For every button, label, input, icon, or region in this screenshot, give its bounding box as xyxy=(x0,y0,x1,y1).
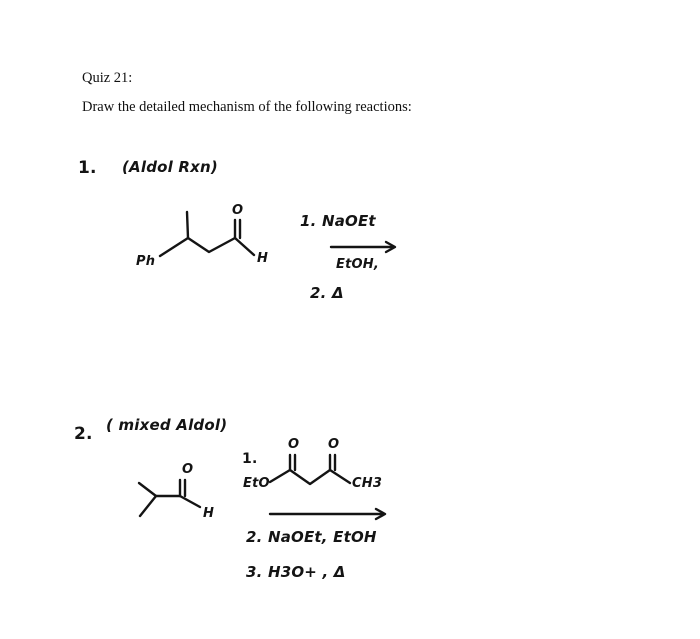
problem-2-ch3-label: CH3 xyxy=(352,476,383,491)
problem-2-aldehyde-bond xyxy=(180,496,200,507)
problem-2-ester-oxygen-label: O xyxy=(288,437,300,452)
problem-2-oxygen-label: O xyxy=(182,462,194,477)
problem-2-eto-label: EtO xyxy=(243,476,270,491)
problem-1-oxygen-label: O xyxy=(232,203,244,218)
problem-2-methyl-bond-a xyxy=(139,483,156,496)
problem-1-hydrogen-label: H xyxy=(257,251,269,266)
problem-2-number: 2. xyxy=(74,424,93,444)
problem-1-step-2: 2. Δ xyxy=(310,284,344,302)
problem-2-ester-chain xyxy=(270,470,350,484)
problem-1-ph-label: Ph xyxy=(136,254,156,269)
problem-2-methyl-bond-b xyxy=(140,496,156,516)
problem-1-solvent: EtOH, xyxy=(336,257,379,272)
problem-1-step-1: 1. NaOEt xyxy=(300,212,376,230)
problem-2-hydrogen-label: H xyxy=(203,506,215,521)
problem-2-step-3: 3. H3O+ , Δ xyxy=(246,563,346,581)
problem-2-header: ( mixed Aldol) xyxy=(106,416,228,434)
problem-2-ketone-oxygen-label: O xyxy=(328,437,340,452)
quiz-title: Quiz 21: xyxy=(82,70,133,86)
problem-2-step-2: 2. NaOEt, EtOH xyxy=(246,528,377,546)
quiz-instruction: Draw the detailed mechanism of the following reactions: xyxy=(82,99,412,115)
problem-2-step-1-number: 1. xyxy=(242,451,258,467)
problem-1-number: 1. xyxy=(78,158,97,178)
problem-1-header: (Aldol Rxn) xyxy=(122,158,218,176)
